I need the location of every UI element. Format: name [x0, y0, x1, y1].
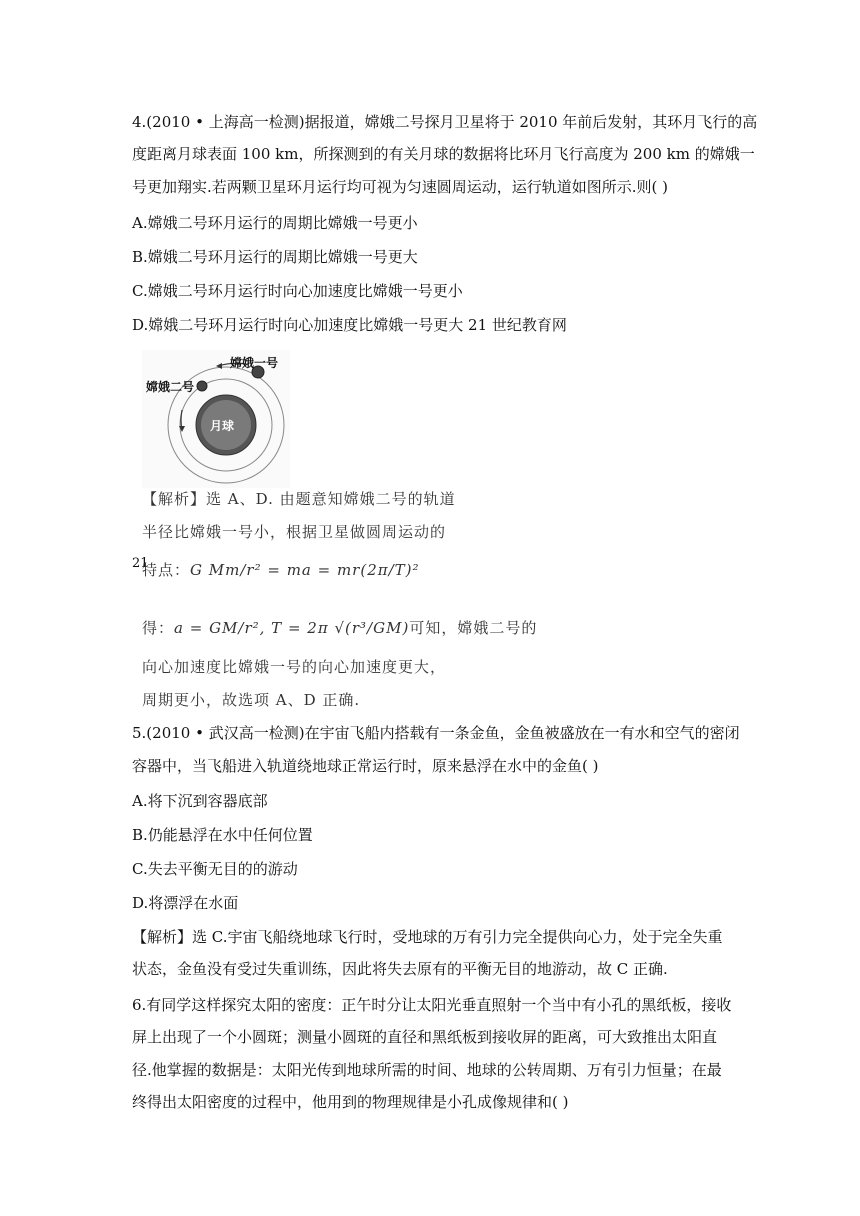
q5-option-a: A.将下沉到容器底部: [132, 792, 268, 810]
q4-line-1: 4.(2010 • 上海高一检测)据报道，嫦娥二号探月卫星将于 2010 年前后发射，其环月飞行的高: [132, 113, 758, 131]
q5-option-c: C.失去平衡无目的的游动: [132, 860, 298, 878]
q4-option-a: A.嫦娥二号环月运行的周期比嫦娥一号更小: [132, 214, 418, 232]
q5-option-d: D.将漂浮在水面: [132, 894, 239, 912]
q5-line-1: 5.(2010 • 武汉高一检测)在宇宙飞船内搭载有一条金鱼，金鱼被盛放在一有水和空气的密闭: [132, 724, 740, 742]
q4-option-c: C.嫦娥二号环月运行时向心加速度比嫦娥一号更小: [132, 282, 463, 300]
q4-line-3: 号更加翔实.若两颗卫星环月运行均可视为匀速圆周运动，运行轨道如图所示.则( ): [132, 178, 669, 196]
formula-prefix-1: 特点：: [142, 561, 191, 579]
q5-solution-line-2: 状态，金鱼没有受过失重训练，因此将失去原有的平衡无目的地游动，故 C 正确.: [132, 960, 668, 978]
q6-line-1: 6.有同学这样探究太阳的密度：正午时分让太阳光垂直照射一个当中有小孔的黑纸板，接收: [132, 996, 732, 1014]
formula-suffix: 可知，嫦娥二号的: [409, 619, 538, 637]
q4-option-b: B.嫦娥二号环月运行的周期比嫦娥一号更大: [132, 248, 418, 266]
formula-prefix-2: 得：: [142, 619, 175, 637]
q4-solution-line-4: [142, 618, 538, 638]
q6-line-4: 终得出太阳密度的过程中，他用到的物理规律是小孔成像规律和( ): [132, 1093, 569, 1111]
q6-line-2: 屏上出现了一个小圆斑；测量小圆斑的直径和黑纸板到接收屏的距离，可大致推出太阳直: [132, 1028, 718, 1046]
label-chang-e-2: 嫦娥二号: [146, 380, 195, 394]
q4-solution-line-3: [142, 560, 452, 580]
q4-solution-line-1: 【解析】选 A、D. 由题意知嫦娥二号的轨道: [142, 490, 456, 508]
q4-line-2: 度距离月球表面 100 km，所探测到的有关月球的数据将比环月飞行高度为 200 km 的嫦娥一: [132, 145, 755, 163]
formula-gravity: G Mm/r² = ma = mr(2π/T)²: [190, 561, 420, 579]
q4-solution-line-6: 周期更小，故选项 A、D 正确.: [142, 691, 361, 709]
q4-option-d: D.嫦娥二号环月运行时向心加速度比嫦娥一号更大 21 世纪教育网: [132, 316, 567, 334]
q4-solution-line-5: 向心加速度比嫦娥一号的向心加速度更大，: [142, 658, 447, 676]
formula-result: a = GM/r², T = 2π √(r³/GM): [174, 619, 410, 637]
label-moon: 月球: [210, 419, 235, 433]
stray-mark: 21: [132, 556, 149, 571]
q5-option-b: B.仍能悬浮在水中任何位置: [132, 826, 313, 844]
q4-solution-line-2: 半径比嫦娥一号小，根据卫星做圆周运动的: [142, 523, 447, 541]
q5-line-2: 容器中，当飞船进入轨道绕地球正常运行时，原来悬浮在水中的金鱼( ): [132, 757, 599, 775]
orbit-figure: [142, 350, 290, 488]
q6-line-3: 径.他掌握的数据是：太阳光传到地球所需的时间、地球的公转周期、万有引力恒量；在最: [132, 1061, 722, 1079]
label-chang-e-1: 嫦娥一号: [230, 356, 279, 370]
q5-solution-line-1: 【解析】选 C.宇宙飞船绕地球飞行时，受地球的万有引力完全提供向心力，处于完全失重: [132, 928, 723, 946]
